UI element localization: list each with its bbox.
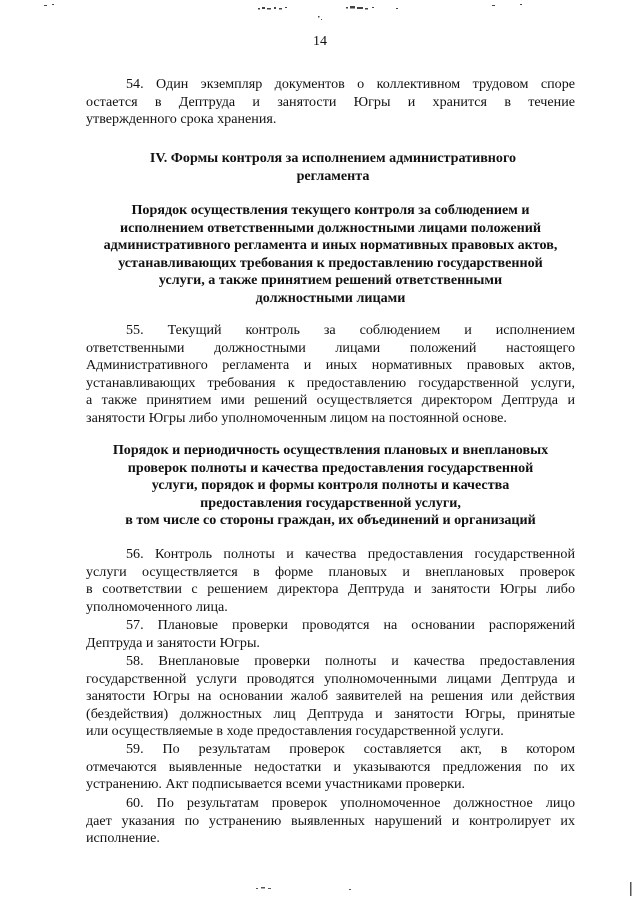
paragraph-60 [86,795,575,848]
paragraph-line: или осуществляемые в ходе предоставления государственной услуги. [86,723,504,740]
subheading-inspections [86,442,575,530]
paragraph-55 [86,322,575,428]
page-number: 14 [313,34,327,49]
scan-artifacts [0,2,640,22]
paragraph-58 [86,653,575,741]
paragraph-line: исполнение. [86,830,160,847]
paragraph-line: уполномоченного лица. [86,598,228,615]
paragraph-line: 60. По результатам проверок уполномоченное должностное лицо [126,795,575,811]
paragraph-59 [86,741,575,794]
heading-line: услуги, а также принятием решений ответственными [158,272,503,289]
paragraph-line: устанавливающих требования к предоставлению государственной услуги, [86,374,575,391]
paragraph-line: (бездействия) должностных лиц Дептруда и занятости Югры, принятые [86,705,575,722]
paragraph-line: занятости Югры либо уполномоченным лицом на постоянной основе. [86,409,507,426]
paragraph-line: занятости Югры на основании жалоб заявителей на решения или действия [86,688,575,705]
heading-line: административного регламента и иных нормативных правовых актов, [103,237,558,254]
paragraph-line: государственной услуги проводятся уполномоченными лицами Дептруда и [86,670,575,687]
paragraph-line: в соответствии с решением директора Дептруда и занятости Югры либо [86,581,575,598]
paragraph-54 [86,76,575,129]
heading-line: должностными лицами [255,289,406,306]
heading-line: IV. Формы контроля за исполнением административного [149,150,517,166]
heading-line: регламента [296,167,370,184]
heading-line: Порядок и периодичность осуществления плановых и внеплановых [112,442,549,458]
paragraph-line: услуги осуществляется в форме плановых и внеплановых проверок [86,563,575,580]
paragraph-line: Административного регламента и иных нормативных правовых актов, [86,357,575,374]
paragraph-line: Дептруда и занятости Югры. [86,634,260,651]
paragraph-line: 58. Внеплановые проверки полноты и качества предоставления [126,653,575,669]
paragraph-line: утвержденного срока хранения. [86,111,277,128]
paragraph-line: ответственными должностными лицами положений настоящего [86,339,575,356]
heading-line: проверок полноты и качества предоставления государственной [127,459,534,476]
subheading-current-control [86,202,575,308]
paragraph-line: устранению. Акт подписывается всеми участниками проверки. [86,776,466,793]
paragraph-line: 54. Один экземпляр документов о коллективном трудовом споре [126,76,575,92]
heading-line: в том числе со стороны граждан, их объединений и организаций [125,512,536,529]
paragraph-line: 56. Контроль полноты и качества предоставления государственной [126,546,575,562]
section-heading-iv [118,150,548,185]
paragraph-line: дает указания по устранению выявленных нарушений и контролирует их [86,812,575,829]
paragraph-line: отмечаются выявленные недостатки и указываются предложения по их [86,758,575,775]
paragraph-line: 59. По результатам проверок составляется акт, в котором [126,741,575,757]
paragraph-56 [86,546,575,616]
heading-line: услуги, порядок и формы контроля полноты и качества [151,477,510,494]
scan-artifacts-bottom [0,880,640,900]
heading-line: исполнением ответственными должностными лицами положений [119,219,542,236]
heading-line: устанавливающих требования к предоставлению государственной [118,254,543,271]
paragraph-57 [86,617,575,652]
heading-line: Порядок осуществления текущего контроля за соблюдением и [131,202,530,218]
paragraph-line: 55. Текущий контроль за соблюдением и исполнением [126,322,575,338]
paragraph-line: а также принятием ими решений осуществляется директором Дептруда и [86,392,575,409]
paragraph-line: остается в Дептруда и занятости Югры и хранится в течение [86,93,575,110]
heading-line: предоставления государственной услуги, [200,494,461,511]
paragraph-line: 57. Плановые проверки проводятся на основании распоряжений [126,617,575,633]
